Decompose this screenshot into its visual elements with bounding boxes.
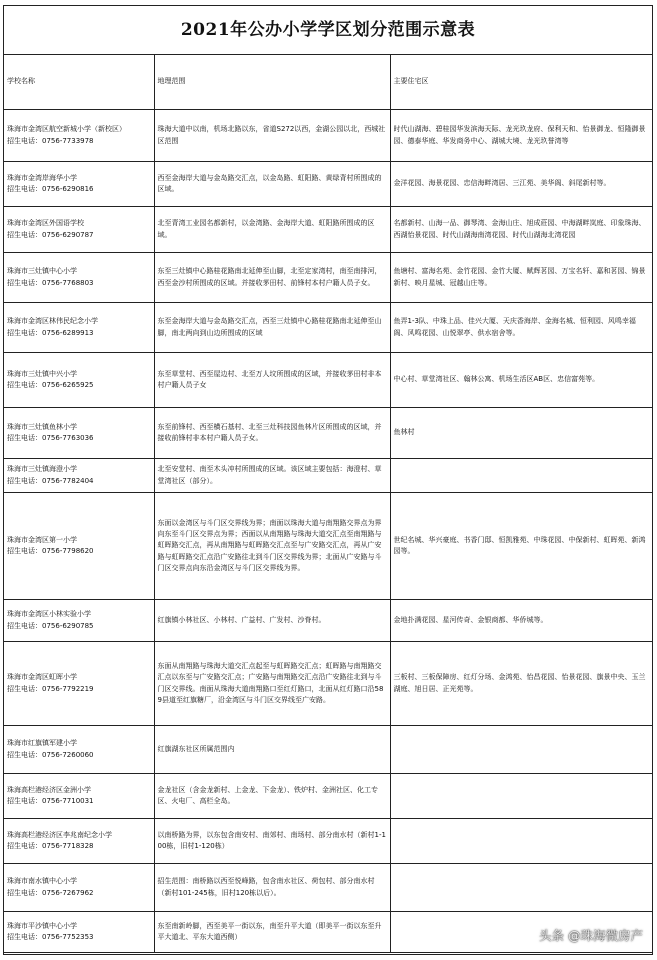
- school-name: 珠海市三灶镇海澄小学: [7, 465, 77, 474]
- phone-label: 招生电话：: [7, 933, 42, 941]
- school-cell: [4, 207, 154, 253]
- school-name: 珠海市金湾区虹晖小学: [7, 673, 77, 682]
- geographic-range-cell: 以南桥路为界，以东包含南安村、南郊村、南场村、部分南水村（新村1-100栋，旧村1-120栋）: [154, 819, 390, 864]
- residential-areas-cell: 名都新村、山海一品、御琴湾、金海山庄、旭成莊园、中海湖畔岚庭、印象珠海、西湖怡景花园、时代山湖海南湾花园、时代山湖海北湾花园: [390, 207, 652, 253]
- enrollment-phone: [7, 278, 151, 289]
- enrollment-phone: [7, 621, 151, 632]
- school-name: 珠海市三灶镇中兴小学: [7, 369, 77, 378]
- phone-number: 0756-7782404: [42, 476, 94, 485]
- school-name: 珠海市金湾区林伟民纪念小学: [7, 317, 98, 326]
- school-cell: [4, 912, 154, 953]
- table-row: [4, 864, 652, 912]
- school-name: 珠海高栏港经济区李兆南纪念小学: [7, 830, 112, 839]
- phone-number: 0756-7260060: [42, 750, 94, 759]
- school-name: 珠海市平沙镇中心小学: [7, 921, 77, 930]
- school-cell: [4, 162, 154, 207]
- school-cell: [4, 459, 154, 493]
- table-row: [4, 207, 652, 253]
- phone-label: 招生电话：: [7, 888, 42, 897]
- residential-areas-cell: [390, 864, 652, 912]
- enrollment-phone: [7, 546, 151, 557]
- phone-number: 0756-7718328: [42, 842, 94, 850]
- school-cell: [4, 493, 154, 600]
- residential-areas-cell: 中心村、草堂湾社区、翰林公寓、机场生活区AB区、忠信富苑等。: [390, 353, 652, 408]
- geographic-range-cell: 东面以金湾区与斗门区交界线为界；南面以珠海大道与南翔路交界点为界向东至斗门区交界点为界；西面以从南翔路与珠海大道交汇点至南翔路与虹晖路交汇点，再从南翔路与虹晖路交汇点至与广安路交汇点，再从广安路与虹晖路交汇点沿广安路往北到斗门区交界线为界；北面从广安路与斗门区交界点向东沿金湾区与斗门区交界线为界。: [154, 493, 390, 600]
- school-name: 珠海市三灶镇鱼林小学: [7, 422, 77, 431]
- phone-label: 招生电话：: [7, 230, 42, 239]
- phone-number: 0756-7798620: [42, 547, 94, 555]
- phone-number: 0756-7752353: [42, 933, 94, 941]
- school-cell: [4, 726, 154, 774]
- phone-label: 招生电话：: [7, 621, 42, 630]
- geographic-range-cell: 红旗湖东社区所属范围内: [154, 726, 390, 774]
- school-name: 珠海市三灶镇中心小学: [7, 267, 77, 276]
- phone-number: 0756-6290816: [42, 185, 94, 193]
- residential-areas-cell: 金洋花园、海景花园、忠信海畔湾居、三江苑、美华阁、斜尾新村等。: [390, 162, 652, 207]
- phone-number: 0756-6265925: [42, 381, 94, 389]
- geographic-range-cell: 红旗镇小林社区、小林村、广益村、广发村、沙脊村。: [154, 600, 390, 642]
- enrollment-phone: [7, 750, 151, 761]
- phone-label: 招生电话：: [7, 136, 42, 145]
- school-name: 珠海市金湾区航空新城小学（新校区）: [7, 125, 126, 134]
- document-title: 2021年公办小学学区划分范围示意表: [4, 6, 652, 55]
- geographic-range-cell: 东面从南翔路与珠海大道交汇点起至与虹晖路交汇点；虹晖路与南翔路交汇点以东至与广安路交汇点；广安路与南翔路交汇点沿广安路往北到与斗门区交界线。南面从珠海大道南翔路口至红灯路口，北面从红灯路口沿589县道至红旗糖厂，沿金湾区与斗门区交界线至广安路。: [154, 642, 390, 726]
- table-row: [4, 600, 652, 642]
- phone-label: 招生电话：: [7, 842, 42, 850]
- enrollment-phone: [7, 932, 151, 943]
- school-name: 珠海市金湾岸海华小学: [7, 173, 77, 182]
- table-row: [4, 353, 652, 408]
- school-cell: [4, 819, 154, 864]
- geographic-range-cell: 金龙社区（含金龙新村、上金龙、下金龙）、铁炉村、金洲社区、化工专区、火电厂、高栏全岛。: [154, 774, 390, 819]
- header-school-name: 学校名称: [4, 55, 154, 110]
- enrollment-phone: [7, 433, 151, 444]
- phone-label: 招生电话：: [7, 185, 42, 193]
- table-row: [4, 162, 652, 207]
- table-row: [4, 253, 652, 303]
- residential-areas-cell: [390, 726, 652, 774]
- phone-number: 0756-7710031: [42, 797, 94, 805]
- school-cell: [4, 353, 154, 408]
- school-cell: [4, 253, 154, 303]
- phone-number: 0756-7763036: [42, 434, 94, 442]
- phone-label: 招生电话：: [7, 684, 42, 693]
- residential-areas-cell: 三板村、三板保障房、红灯分场、金鸿苑、怡昌花园、怡景花园、旗景中央、玉兰湖庭、旭日居、正光苑等。: [390, 642, 652, 726]
- geographic-range-cell: 东至金海岸大道与金岛路交汇点，西至三灶镇中心路桂花路南北延伸至山脚，南北两向到山边所围成的区域: [154, 303, 390, 353]
- school-cell: [4, 600, 154, 642]
- school-name: 珠海市金湾区小林实验小学: [7, 610, 91, 619]
- geographic-range-cell: 珠海大道中以南，机场北路以东，省道S272以西，金湖公园以北，西城社区范围: [154, 110, 390, 162]
- enrollment-phone: [7, 841, 151, 852]
- phone-label: 招生电话：: [7, 434, 42, 442]
- residential-areas-cell: 金地扑满花园、星河传奇、金银商都、华侨城等。: [390, 600, 652, 642]
- header-residential-areas: 主要住宅区: [390, 55, 652, 110]
- phone-label: 招生电话：: [7, 750, 42, 759]
- enrollment-phone: [7, 796, 151, 807]
- enrollment-phone: [7, 230, 151, 241]
- school-name: 珠海高栏港经济区金洲小学: [7, 785, 91, 794]
- geographic-range-cell: 北至安堂村、南至木头冲村所围成的区域。该区域主要包括：海澄村、草堂湾社区（部分）。: [154, 459, 390, 493]
- table-row: [4, 642, 652, 726]
- enrollment-phone: [7, 684, 151, 695]
- residential-areas-cell: [390, 819, 652, 864]
- residential-areas-cell: [390, 459, 652, 493]
- phone-number: 0756-6289913: [42, 328, 94, 337]
- enrollment-phone: [7, 136, 151, 147]
- phone-label: 招生电话：: [7, 328, 42, 337]
- table-row: [4, 819, 652, 864]
- district-table-sheet: [3, 5, 653, 955]
- table-row: [4, 774, 652, 819]
- geographic-range-cell: 西至金海岸大道与金岛路交汇点，以金岛路、虹阳路、黄绿背村所围成的区域。: [154, 162, 390, 207]
- geographic-range-cell: 东至前锋村、西至横石基村、北至三灶科技园鱼林片区所围成的区域，并接收前锋村非本村户籍人员子女。: [154, 408, 390, 459]
- school-cell: [4, 408, 154, 459]
- enrollment-phone: [7, 476, 151, 487]
- enrollment-phone: [7, 328, 151, 339]
- residential-areas-cell: 鱼林村: [390, 408, 652, 459]
- header-geographic-range: 地理范围: [154, 55, 390, 110]
- school-name: 珠海市南水镇中心小学: [7, 877, 77, 886]
- school-cell: [4, 864, 154, 912]
- school-name: 珠海市金湾区第一小学: [7, 535, 77, 544]
- residential-areas-cell: 世纪名城、华兴豪庭、书香门邸、恒凯雅苑、中珠花园、中保新村、虹晖苑、新鸿园等。: [390, 493, 652, 600]
- school-name: 珠海市红旗镇军建小学: [7, 739, 77, 748]
- residential-areas-cell: 时代山湖海、碧桂园华发滨海天际、龙光玖龙府、保利天和、怡景御龙、恒隆御景园、德泰华庭、华发商务中心、湖城大境、龙光玖誉湾等: [390, 110, 652, 162]
- enrollment-phone: [7, 380, 151, 391]
- geographic-range-cell: 东至南新岭脚，西至美平一街以东，南至升平大道（即美平一街以东至升平大道北、平东大道西侧）: [154, 912, 390, 953]
- geographic-range-cell: 招生范围：南桥路以西至悦峰路，包含南水社区、荷包村、部分南水村（新村101-245栋，旧村120栋以后）。: [154, 864, 390, 912]
- phone-number: 0756-6290785: [42, 621, 94, 630]
- geographic-range-cell: 东至草堂村、西至屋边村、北至万人坟所围成的区域，并接收茅田村非本村户籍人员子女: [154, 353, 390, 408]
- table-row: [4, 493, 652, 600]
- school-cell: [4, 110, 154, 162]
- table-row: [4, 726, 652, 774]
- phone-number: 0756-7792219: [42, 684, 94, 693]
- phone-label: 招生电话：: [7, 476, 42, 485]
- residential-areas-cell: 鱼弄1-3队、中珠上品、佳兴大厦、天庆香海岸、金海名城、恒利园、风鸣幸福阁、风鸣花园、山悦翠亭、供水宿舍等。: [390, 303, 652, 353]
- phone-number: 0756-7768803: [42, 278, 94, 287]
- table-row: [4, 408, 652, 459]
- watermark-text: 头条 @珠海微房产: [539, 928, 643, 943]
- school-name: 珠海市金湾区外国语学校: [7, 219, 84, 228]
- school-cell: [4, 303, 154, 353]
- phone-label: 招生电话：: [7, 278, 42, 287]
- phone-label: 招生电话：: [7, 547, 42, 555]
- phone-number: 0756-7267962: [42, 888, 94, 897]
- school-cell: [4, 774, 154, 819]
- table-row: [4, 303, 652, 353]
- school-cell: [4, 642, 154, 726]
- table-row: [4, 110, 652, 162]
- table-header-row: [4, 55, 652, 110]
- residential-areas-cell: [390, 774, 652, 819]
- geographic-range-cell: 东至三灶镇中心路桂花路南北延伸至山脚，北至定家湾村，南至南排河，西至金沙村所围成的区域。并接收茅田村、前锋村本村户籍人员子女。: [154, 253, 390, 303]
- residential-areas-cell: 鱼塘村、富海名苑、金竹花园、金竹大厦、赋辉茗园、万宝名轩、嘉和茗园、锦景新村、映月星城、冠越山庄等。: [390, 253, 652, 303]
- phone-number: 0756-6290787: [42, 230, 94, 239]
- enrollment-phone: [7, 888, 151, 899]
- table-row: [4, 459, 652, 493]
- enrollment-phone: [7, 184, 151, 195]
- geographic-range-cell: 北至青湾工业园名都新村，以金湾路、金海岸大道、虹阳路所围成的区域。: [154, 207, 390, 253]
- school-district-table: [4, 55, 652, 953]
- phone-label: 招生电话：: [7, 381, 42, 389]
- phone-number: 0756-7733978: [42, 136, 94, 145]
- phone-label: 招生电话：: [7, 797, 42, 805]
